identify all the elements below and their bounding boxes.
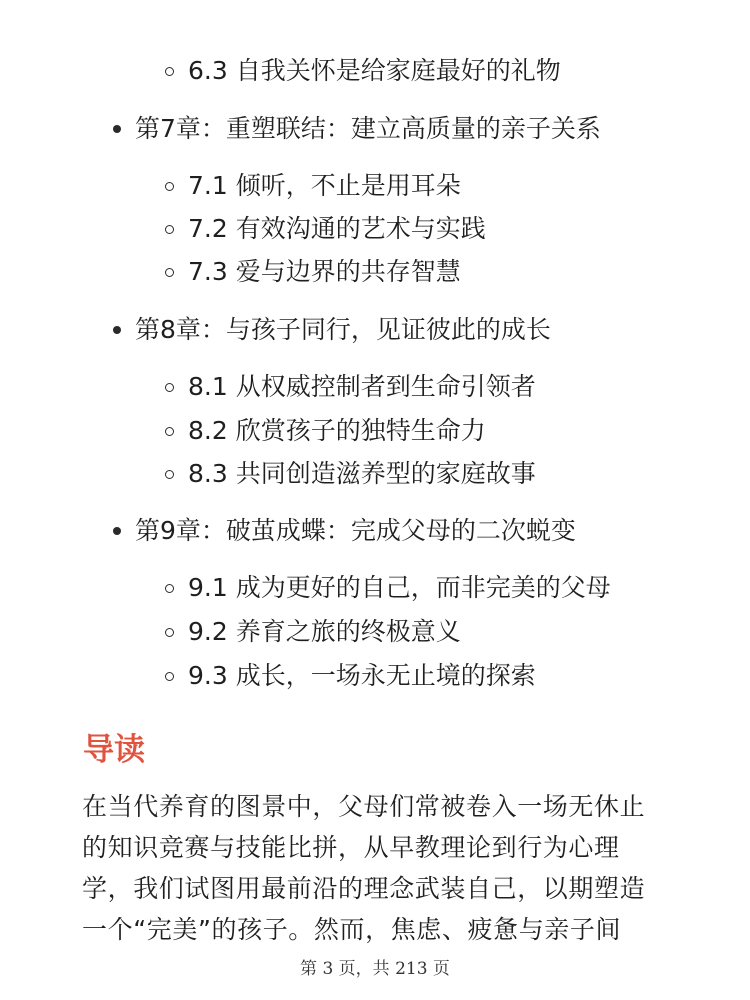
toc-chapter-item[interactable] bbox=[135, 313, 551, 347]
paragraph-line: 的知识竞赛与技能比拼，从早教理论到行为心理 bbox=[82, 833, 620, 862]
toc-item-label: 9.3 成长，一场永无止境的探索 bbox=[188, 661, 536, 690]
toc-section-item[interactable] bbox=[188, 212, 486, 246]
toc-item-label: 第9章：破茧成蝶：完成父母的二次蜕变 bbox=[135, 516, 576, 545]
page-number-footer: 第 3 页，共 213 页 bbox=[300, 959, 450, 979]
toc-item-label: 7.1 倾听，不止是用耳朵 bbox=[188, 171, 461, 200]
toc-item-label: 7.2 有效沟通的艺术与实践 bbox=[188, 214, 486, 243]
toc-section-item[interactable] bbox=[188, 169, 461, 203]
circle-bullet-icon bbox=[162, 370, 176, 404]
paragraph-line: 在当代养育的图景中，父母们常被卷入一场无休止 bbox=[82, 792, 646, 821]
circle-bullet-icon bbox=[162, 255, 176, 289]
toc-item-label: 第8章：与孩子同行，见证彼此的成长 bbox=[135, 315, 551, 344]
circle-bullet-icon bbox=[162, 615, 176, 649]
paragraph-line: 学，我们试图用最前沿的理念武装自己，以期塑造 bbox=[82, 874, 646, 903]
circle-bullet-icon bbox=[162, 54, 176, 88]
toc-section-item[interactable] bbox=[188, 255, 461, 289]
toc-item-label: 8.3 共同创造滋养型的家庭故事 bbox=[188, 459, 536, 488]
toc-item-label: 9.2 养育之旅的终极意义 bbox=[188, 617, 461, 646]
toc-section-item[interactable] bbox=[188, 54, 561, 88]
toc-chapter-item[interactable] bbox=[135, 514, 576, 548]
circle-bullet-icon bbox=[162, 457, 176, 491]
toc-chapter-item[interactable] bbox=[135, 112, 601, 146]
toc-item-label: 6.3 自我关怀是给家庭最好的礼物 bbox=[188, 56, 561, 85]
circle-bullet-icon bbox=[162, 571, 176, 605]
toc-section-item[interactable] bbox=[188, 457, 536, 491]
circle-bullet-icon bbox=[162, 212, 176, 246]
circle-bullet-icon bbox=[162, 414, 176, 448]
disc-bullet-icon bbox=[110, 514, 124, 548]
toc-section-item[interactable] bbox=[188, 370, 536, 404]
toc-section-item[interactable] bbox=[188, 571, 611, 605]
intro-paragraph bbox=[82, 786, 682, 950]
paragraph-line: 一个“完美”的孩子。然而，焦虑、疲惫与亲子间 bbox=[82, 915, 622, 944]
intro-heading: 导读 bbox=[83, 732, 145, 768]
toc-item-label: 7.3 爱与边界的共存智慧 bbox=[188, 257, 461, 286]
circle-bullet-icon bbox=[162, 169, 176, 203]
toc-section-item[interactable] bbox=[188, 659, 536, 693]
toc-section-item[interactable] bbox=[188, 414, 486, 448]
circle-bullet-icon bbox=[162, 659, 176, 693]
toc-item-label: 8.1 从权威控制者到生命引领者 bbox=[188, 372, 536, 401]
disc-bullet-icon bbox=[110, 112, 124, 146]
disc-bullet-icon bbox=[110, 313, 124, 347]
toc-item-label: 第7章：重塑联结：建立高质量的亲子关系 bbox=[135, 114, 601, 143]
toc-section-item[interactable] bbox=[188, 615, 461, 649]
toc-item-label: 8.2 欣赏孩子的独特生命力 bbox=[188, 416, 486, 445]
toc-item-label: 9.1 成为更好的自己，而非完美的父母 bbox=[188, 573, 611, 602]
